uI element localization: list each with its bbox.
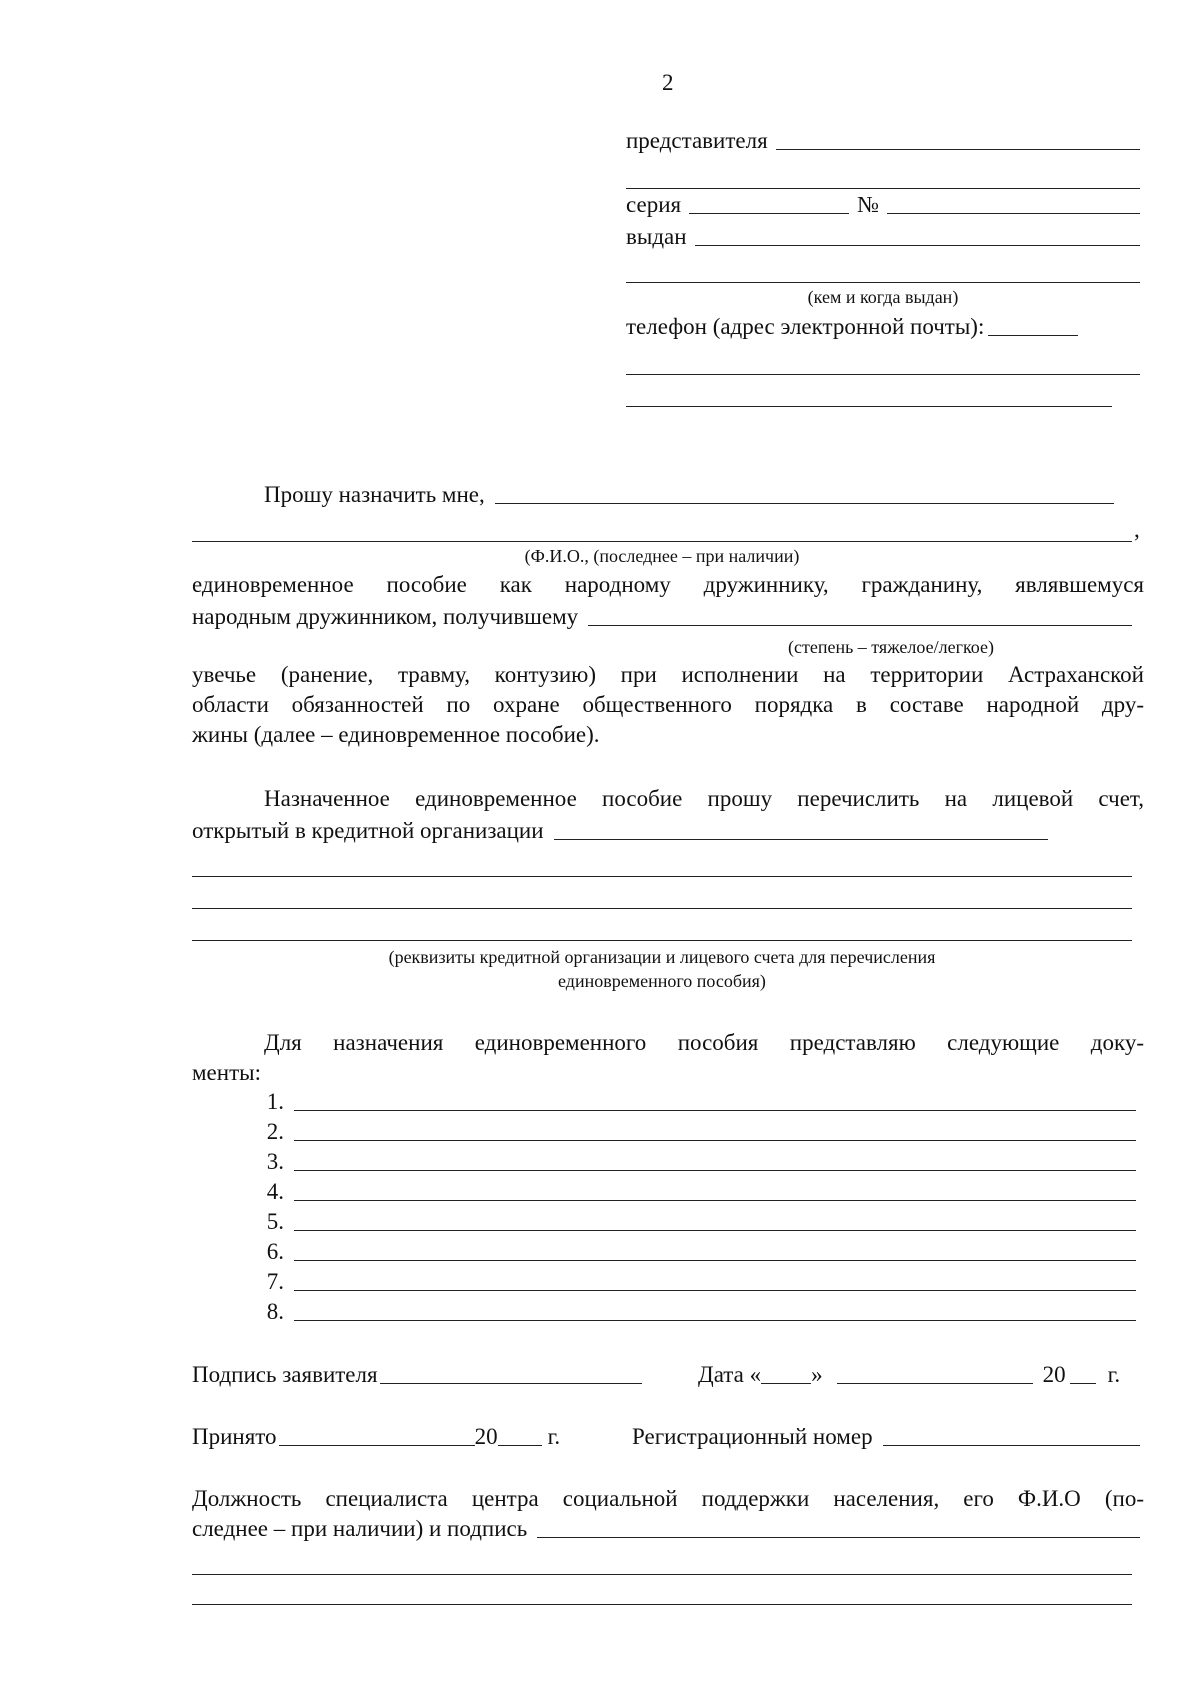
accepted-row (192, 1422, 592, 1452)
accepted-date-field[interactable] (279, 1445, 475, 1446)
document-item-1 (256, 1087, 1136, 1117)
date-year-prefix: 20 (1042, 1362, 1066, 1387)
date-year-field[interactable] (1070, 1383, 1096, 1384)
phone-label: телефон (адрес электронной почты): (626, 314, 985, 339)
transfer-line2-row (192, 816, 1048, 846)
phone-field-line3[interactable] (626, 406, 1112, 407)
date-month-field[interactable] (837, 1383, 1033, 1384)
date-close: » (811, 1362, 823, 1387)
request-line2: народным дружинником, получившему (192, 604, 579, 629)
phone-row (626, 312, 1140, 342)
document-item-number: 7. (266, 1269, 284, 1294)
issued-field[interactable] (695, 245, 1140, 246)
applicant-signature-field[interactable] (380, 1383, 642, 1384)
page-number: 2 (662, 70, 674, 95)
document-item-field[interactable] (294, 1320, 1136, 1321)
document-item-number: 5. (266, 1209, 284, 1234)
bank-field[interactable] (554, 839, 1048, 840)
accepted-year-prefix: 20 (474, 1424, 498, 1449)
representative-field[interactable] (776, 149, 1140, 150)
representative-label: представителя (626, 128, 768, 153)
date-row (698, 1360, 1130, 1390)
document-item-field[interactable] (294, 1260, 1136, 1261)
registration-label: Регистрационный номер (632, 1424, 873, 1449)
transfer-line1: Назначенное единовременное пособие прошу перечислить на лицевой счет, (264, 786, 1144, 811)
bank-field-line3[interactable] (192, 908, 1132, 909)
specialist-field-line2[interactable] (192, 1574, 1132, 1575)
applicant-signature-row (192, 1360, 642, 1390)
number-field[interactable] (887, 213, 1140, 214)
document-item-field[interactable] (294, 1200, 1136, 1201)
documents-line1: Для назначения единовременного пособия представляю следующие доку- (264, 1030, 1144, 1055)
bank-hint1: (реквизиты кредитной организации и лицевого счета для перечисления (388, 947, 936, 967)
request-line3: увечье (ранение, травму, контузию) при исполнении на территории Астраханской (192, 662, 1144, 687)
transfer-line2: открытый в кредитной организации (192, 818, 544, 843)
specialist-line2: следнее – при наличии) и подпись (192, 1516, 528, 1541)
issued-hint: (кем и когда выдан) (807, 287, 959, 307)
document-item-5 (256, 1207, 1136, 1237)
issued-row (626, 222, 1140, 252)
specialist-line1: Должность специалиста центра социальной поддержки населения, его Ф.И.О (по- (192, 1486, 1144, 1511)
document-item-3 (256, 1147, 1136, 1177)
degree-field[interactable] (588, 625, 1132, 626)
request-line5: жины (далее – единовременное пособие). (192, 722, 600, 747)
specialist-field-line3[interactable] (192, 1604, 1132, 1605)
issued-label: выдан (626, 224, 687, 249)
document-item-field[interactable] (294, 1230, 1136, 1231)
applicant-signature-label: Подпись заявителя (192, 1362, 378, 1387)
specialist-line2-row (192, 1514, 1140, 1544)
accepted-year-field[interactable] (498, 1445, 542, 1446)
documents-line2: менты: (192, 1060, 261, 1085)
representative-row (626, 126, 1140, 156)
bank-field-line4[interactable] (192, 940, 1132, 941)
degree-hint: (степень – тяжелое/легкое) (788, 637, 994, 657)
date-label: Дата « (698, 1362, 762, 1387)
number-label: № (857, 192, 880, 217)
document-item-number: 6. (266, 1239, 284, 1264)
request-intro: Прошу назначить мне, (264, 482, 485, 507)
series-label: серия (626, 192, 682, 217)
fio-field-line2[interactable] (192, 541, 1132, 542)
document-item-number: 8. (266, 1299, 284, 1324)
series-row (626, 190, 1140, 220)
fio-hint: (Ф.И.О., (последнее – при наличии) (524, 546, 800, 566)
document-item-2 (256, 1117, 1136, 1147)
document-item-field[interactable] (294, 1290, 1136, 1291)
request-line2-row (192, 602, 1132, 632)
registration-field[interactable] (883, 1445, 1140, 1446)
bank-field-line2[interactable] (192, 876, 1132, 877)
document-item-number: 3. (266, 1149, 284, 1174)
series-field[interactable] (689, 213, 849, 214)
fio-field[interactable] (495, 503, 1114, 504)
fio-comma: , (1134, 517, 1140, 542)
document-item-field[interactable] (294, 1140, 1136, 1141)
document-item-6 (256, 1237, 1136, 1267)
document-item-number: 4. (266, 1179, 284, 1204)
registration-row (632, 1422, 1140, 1452)
request-intro-row (264, 480, 1114, 510)
document-item-number: 2. (266, 1119, 284, 1144)
representative-field-line2[interactable] (626, 188, 1140, 189)
issued-field-line2[interactable] (626, 282, 1140, 283)
document-item-field[interactable] (294, 1110, 1136, 1111)
document-item-7 (256, 1267, 1136, 1297)
request-line1: единовременное пособие как народному дружиннику, гражданину, являвшемуся (192, 572, 1144, 597)
document-item-field[interactable] (294, 1170, 1136, 1171)
phone-field-line2[interactable] (626, 374, 1140, 375)
document-item-4 (256, 1177, 1136, 1207)
document-item-number: 1. (266, 1089, 284, 1114)
phone-field[interactable] (988, 335, 1078, 336)
bank-hint2: единовременного пособия) (558, 971, 766, 991)
date-year-suffix: г. (1107, 1362, 1121, 1387)
specialist-field[interactable] (537, 1537, 1140, 1538)
date-day-field[interactable] (761, 1383, 811, 1384)
document-item-8 (256, 1297, 1136, 1327)
accepted-year-suffix: г. (547, 1424, 561, 1449)
accepted-label: Принято (192, 1424, 277, 1449)
request-line4: области обязанностей по охране общественного порядка в составе народной дру- (192, 692, 1144, 717)
